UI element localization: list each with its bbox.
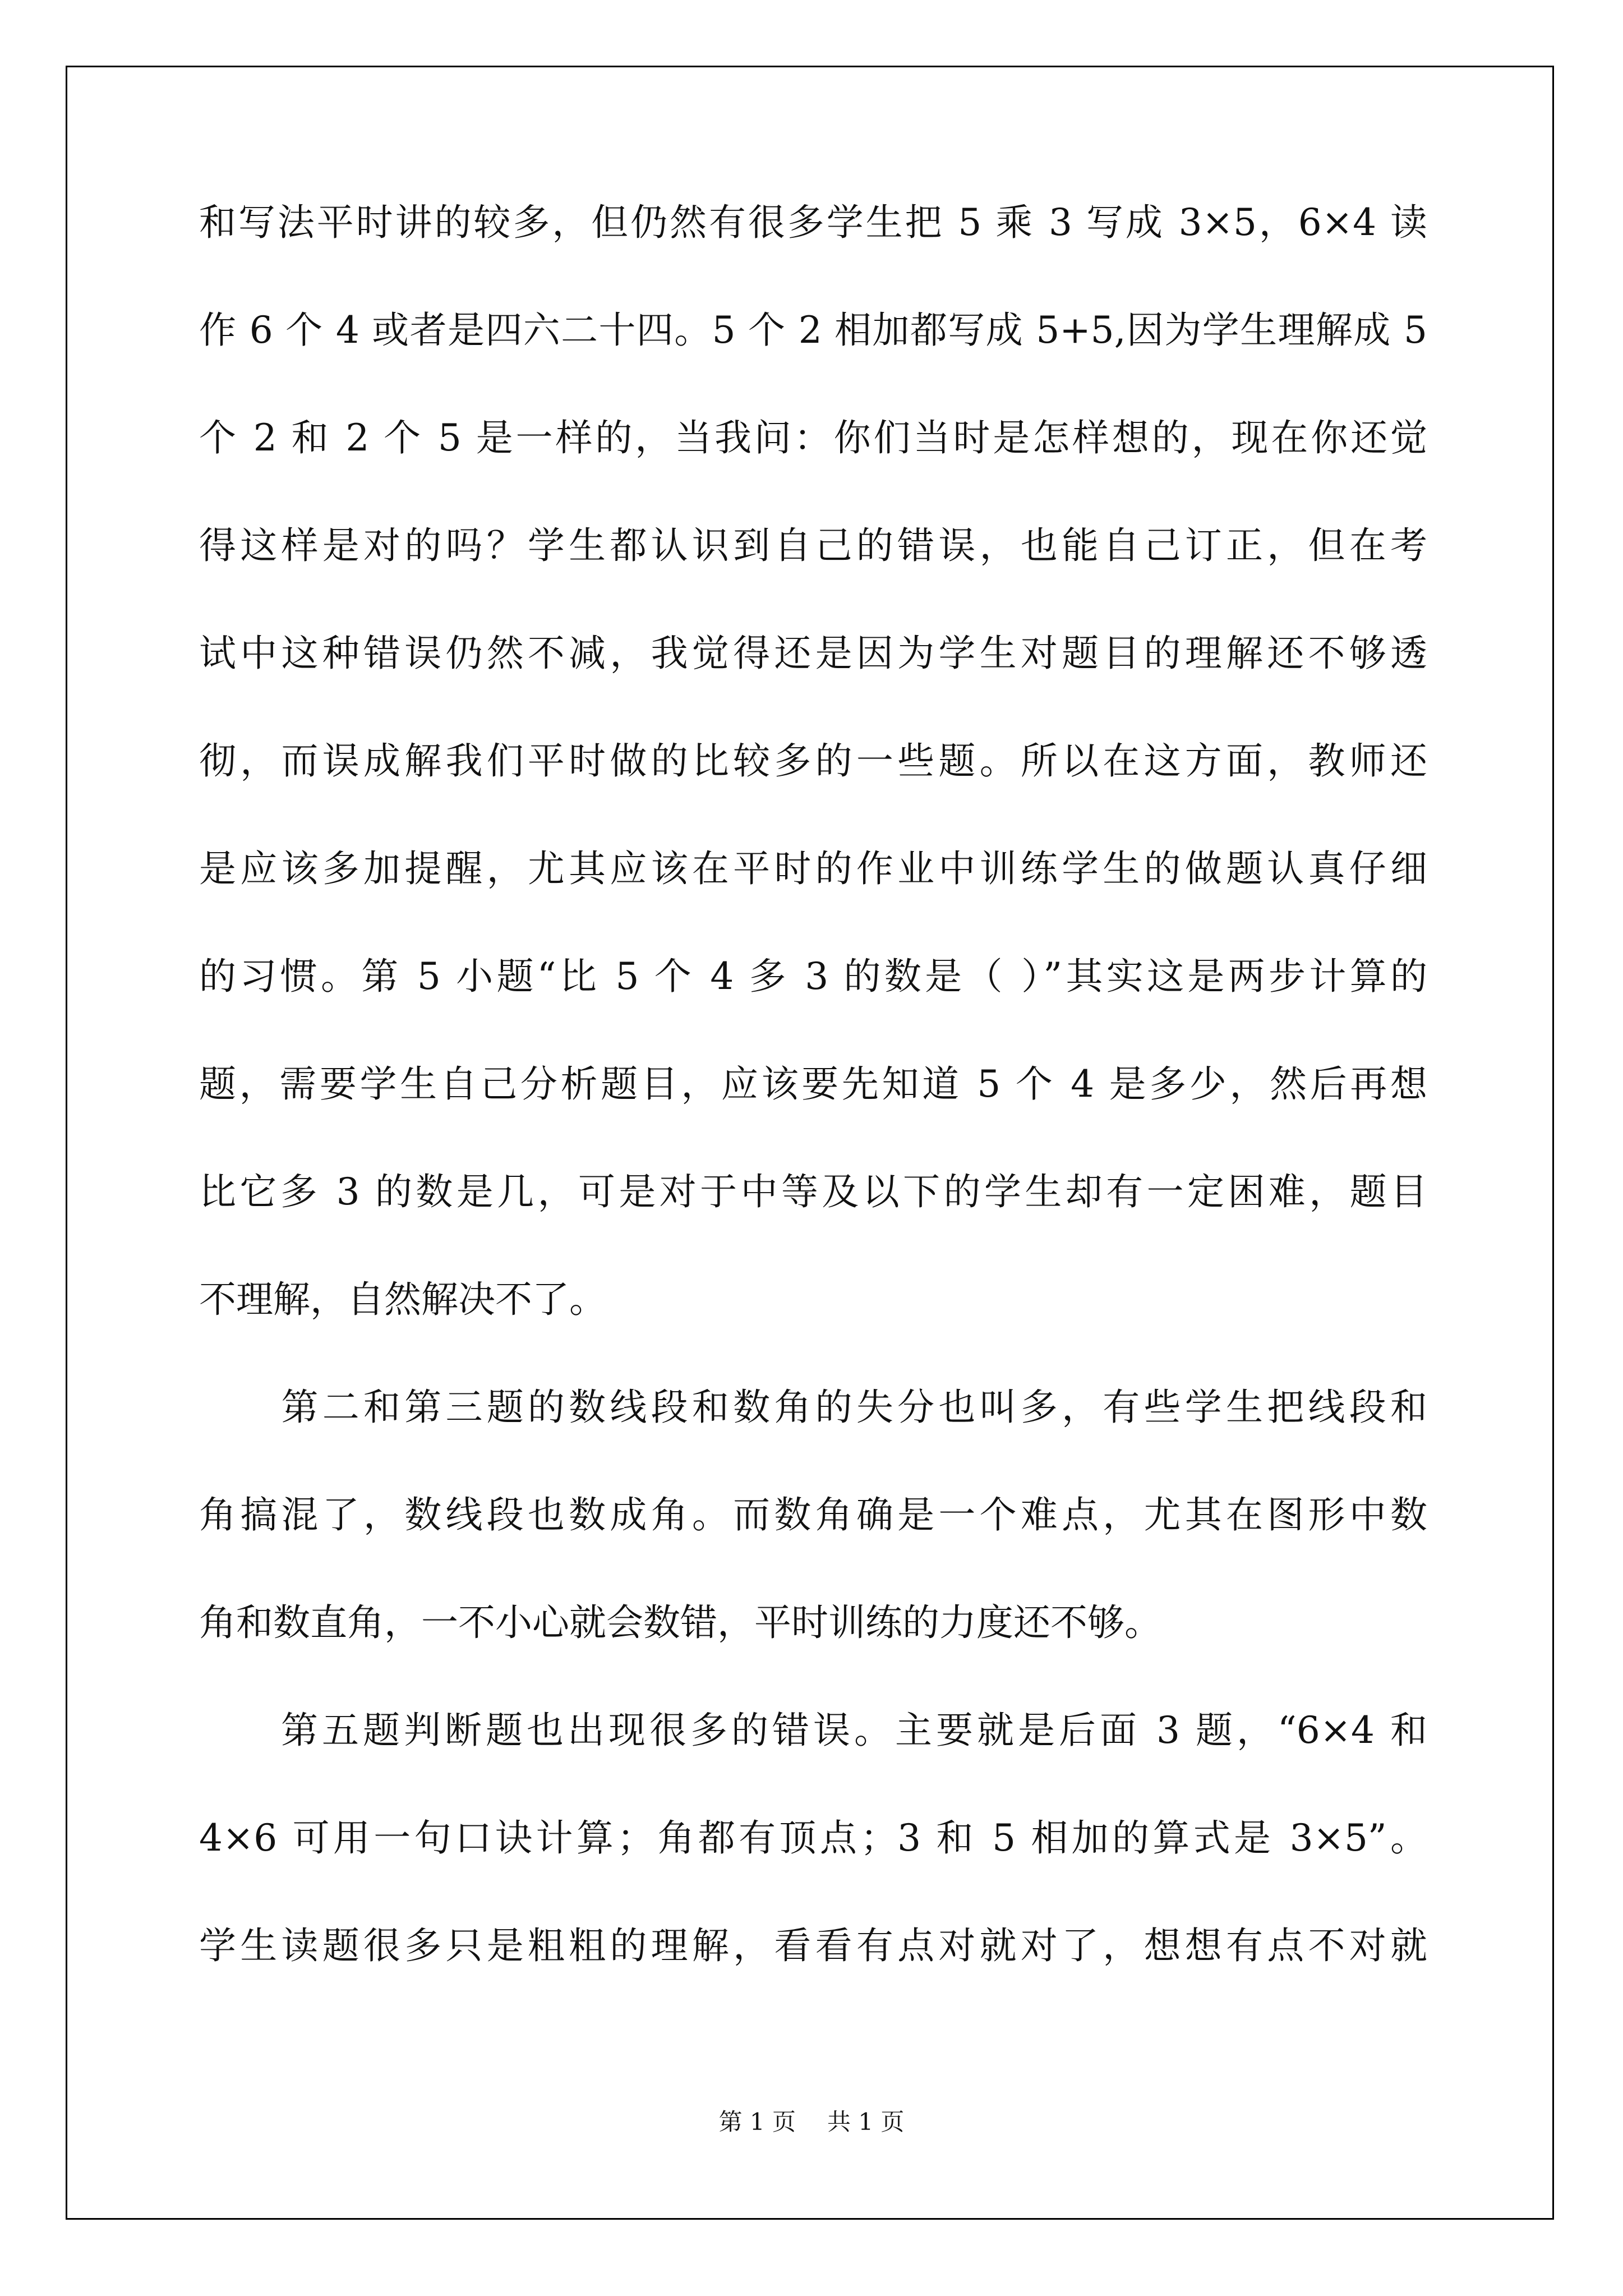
text-line: 彻，而误成解我们平时做的比较多的一些题。所以在这方面，教师还 bbox=[199, 739, 1427, 783]
text-line: 学生读题很多只是粗粗的理解，看看有点对就对了，想想有点不对就 bbox=[199, 1924, 1427, 1967]
text-line: 的习惯。第 5 小题“比 5 个 4 多 3 的数是（ ）”其实这是两步计算的 bbox=[199, 955, 1427, 998]
text-line: 不理解，自然解决不了。 bbox=[199, 1278, 606, 1321]
text-line: 得这样是对的吗？学生都认识到自己的错误，也能自己订正，但在考 bbox=[199, 524, 1427, 567]
text-line: 角和数直角，一不小心就会数错，平时训练的力度还不够。 bbox=[199, 1601, 1161, 1644]
text-line: 作 6 个 4 或者是四六二十四。5 个 2 相加都写成 5+5,因为学生理解成 5 bbox=[199, 309, 1427, 352]
text-line: 个 2 和 2 个 5 是一样的，当我问：你们当时是怎样想的，现在你还觉 bbox=[199, 416, 1427, 459]
page-number: 第 1 页 bbox=[718, 2108, 796, 2136]
text-line: 和写法平时讲的较多，但仍然有很多学生把 5 乘 3 写成 3×5，6×4 读 bbox=[199, 201, 1427, 244]
text-line: 第二和第三题的数线段和数角的失分也叫多，有些学生把线段和 bbox=[199, 1386, 1427, 1429]
page-footer bbox=[0, 2106, 1623, 2138]
text-line: 题，需要学生自己分析题目，应该要先知道 5 个 4 是多少，然后再想 bbox=[199, 1062, 1427, 1106]
text-line: 试中这种错误仍然不减，我觉得还是因为学生对题目的理解还不够透 bbox=[199, 632, 1427, 675]
text-line: 是应该多加提醒，尤其应该在平时的作业中训练学生的做题认真仔细 bbox=[199, 847, 1427, 890]
page-border bbox=[66, 66, 1554, 2220]
text-line: 4×6 可用一句口诀计算；角都有顶点；3 和 5 相加的算式是 3×5”。 bbox=[199, 1816, 1427, 1860]
text-line: 第五题判断题也出现很多的错误。主要就是后面 3 题，“6×4 和 bbox=[199, 1709, 1427, 1752]
text-line: 角搞混了，数线段也数成角。而数角确是一个难点，尤其在图形中数 bbox=[199, 1493, 1427, 1536]
text-line: 比它多 3 的数是几，可是对于中等及以下的学生却有一定困难，题目 bbox=[199, 1170, 1427, 1213]
page-total: 共 1 页 bbox=[827, 2108, 905, 2136]
